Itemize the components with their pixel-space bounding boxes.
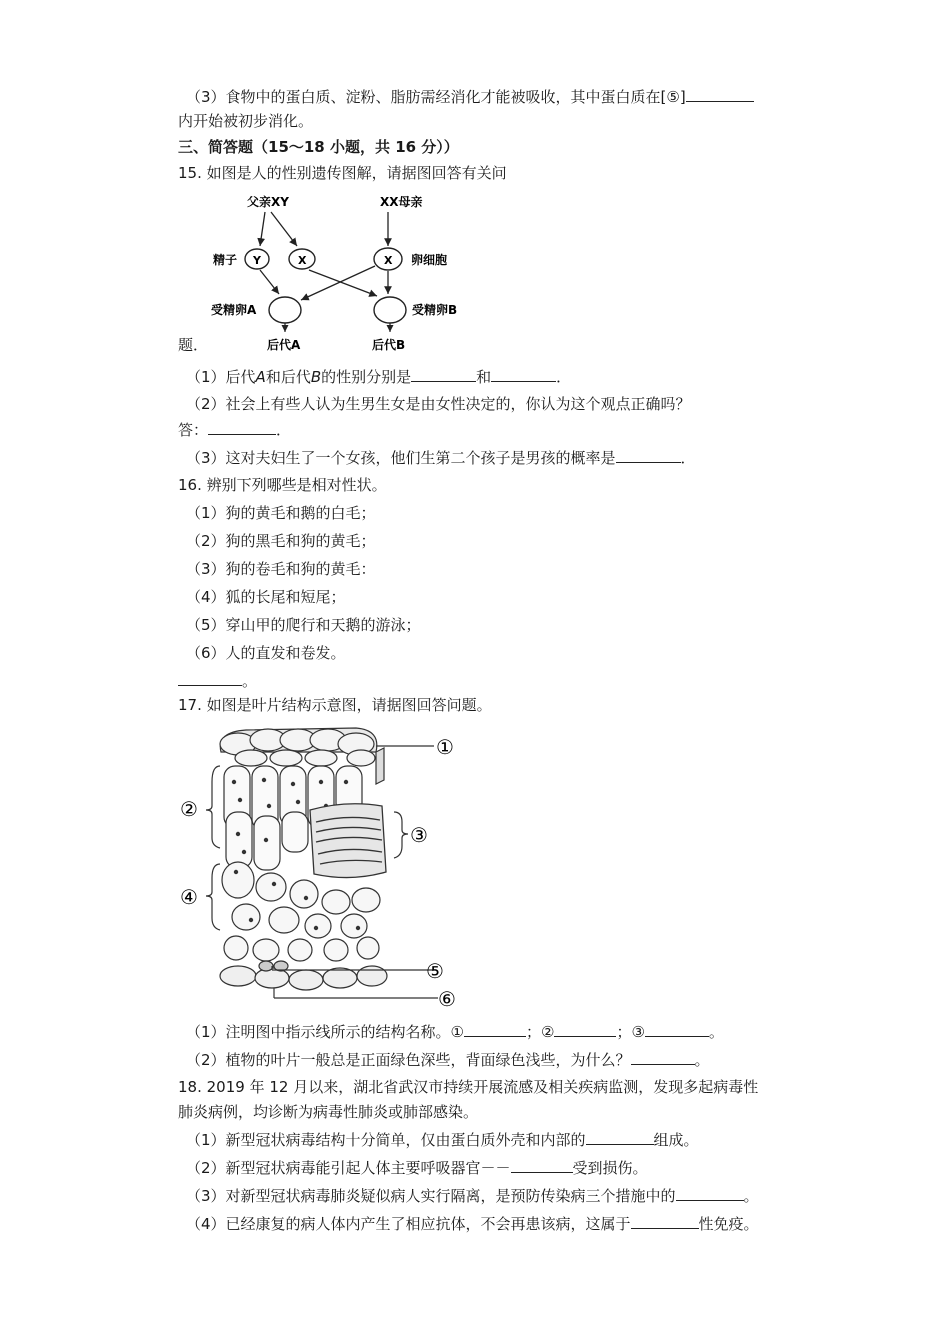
q18-part4: （4）已经康复的病人体内产生了相应抗体，不会再患该病，这属于 性免疫。 <box>186 1215 759 1233</box>
answer-blank[interactable] <box>464 1021 526 1037</box>
q16-item: （4）狐的长尾和短尾； <box>186 588 346 606</box>
mother-label: XX母亲 <box>380 195 423 209</box>
q17-part2: （2）植物的叶片一般总是正面绿色深些，背面绿色浅些，为什么？ 。 <box>186 1051 710 1069</box>
q18-stem-line1: 18. 2019 年 12 月以来，湖北省武汉市持续开展流感及相关疾病监测，发现多起病毒性 <box>178 1078 759 1096</box>
leaf-vein <box>310 804 386 878</box>
label-1: ① <box>436 735 454 759</box>
label-2: ② <box>180 797 198 821</box>
answer-blank[interactable] <box>554 1021 616 1037</box>
sex-inheritance-diagram <box>205 190 475 355</box>
sperm-label: 精子 <box>213 253 238 267</box>
answer-blank[interactable] <box>208 419 276 435</box>
answer-blank[interactable] <box>586 1129 654 1145</box>
offspring-b-label: 后代B <box>372 338 406 352</box>
q14-3-line1: （3）食物中的蛋白质、淀粉、脂肪需经消化才能被吸收，其中蛋白质在[⑤] <box>186 86 754 107</box>
q14-3-line2: 内开始被初步消化。 <box>178 112 314 130</box>
answer-blank[interactable] <box>491 366 556 382</box>
label-4: ④ <box>180 885 198 909</box>
q15-part3: （3）这对夫妇生了一个女孩，他们生第二个孩子是男孩的概率是 ． <box>186 449 696 467</box>
q16-item: （3）狗的卷毛和狗的黄毛： <box>186 560 376 578</box>
q17-stem: 17. 如图是叶片结构示意图，请据图回答问题。 <box>178 696 492 714</box>
q16-item: （1）狗的黄毛和鹅的白毛； <box>186 504 376 522</box>
answer-blank[interactable] <box>511 1157 573 1173</box>
q15-stem: 15. 如图是人的性别遗传图解，请据图回答有关问 <box>178 164 507 182</box>
q18-part1: （1）新型冠状病毒结构十分简单，仅由蛋白质外壳和内部的 组成。 <box>186 1131 699 1149</box>
label-5: ⑤ <box>426 959 444 983</box>
answer-blank[interactable] <box>616 447 681 463</box>
label-3: ③ <box>410 823 428 847</box>
q15-part2-line1: （2）社会上有些人认为生男生女是由女性决定的，你认为这个观点正确吗？ <box>186 395 691 413</box>
q16-item: （2）狗的黑毛和狗的黄毛； <box>186 532 376 550</box>
q16-item: （5）穿山甲的爬行和天鹅的游泳； <box>186 616 421 634</box>
q15-part2-answer: 答： ． <box>178 421 292 439</box>
q16-stem: 16. 辨别下列哪些是相对性状。 <box>178 476 387 494</box>
q18-part2: （2）新型冠状病毒能引起人体主要呼吸器官－－ 受到损伤。 <box>186 1159 648 1177</box>
zygote-b-label: 受精卵B <box>412 303 458 317</box>
answer-blank[interactable] <box>631 1049 695 1065</box>
answer-blank[interactable] <box>645 1021 709 1037</box>
sperm-y-text: Y <box>253 254 261 267</box>
q18-stem-line2: 肺炎病例，均诊断为病毒性肺炎或肺部感染。 <box>178 1103 479 1121</box>
zygote-a-label: 受精卵A <box>211 303 257 317</box>
label-6: ⑥ <box>438 987 456 1011</box>
q15-stem-end: 题． <box>178 336 209 354</box>
offspring-a-label: 后代A <box>267 338 301 352</box>
answer-blank[interactable] <box>178 670 242 686</box>
q15-part1: （1）后代A和后代B的性别分别是 和 ． <box>186 368 572 386</box>
zygote-b-cell <box>374 297 406 323</box>
answer-blank[interactable] <box>676 1185 744 1201</box>
egg-label: 卵细胞 <box>411 253 448 267</box>
section-title: 三、简答题（15～18 小题，共 16 分）） <box>178 138 459 156</box>
leaf-structure-diagram <box>176 722 471 1018</box>
q17-part1: （1）注明图中指示线所示的结构名称。① ；② ；③ 。 <box>186 1023 724 1041</box>
q18-part3: （3）对新型冠状病毒肺炎疑似病人实行隔离，是预防传染病三个措施中的 。 <box>186 1187 759 1205</box>
zygote-a-cell <box>269 297 301 323</box>
q16-answer: 。 <box>178 670 257 691</box>
answer-blank[interactable] <box>686 86 754 102</box>
answer-blank[interactable] <box>411 366 476 382</box>
q16-item: （6）人的直发和卷发。 <box>186 644 346 662</box>
egg-x-text: X <box>384 254 393 267</box>
father-label: 父亲XY <box>247 195 289 209</box>
sperm-x-text: X <box>298 254 307 267</box>
answer-blank[interactable] <box>631 1213 699 1229</box>
lower-epidermis <box>220 961 387 990</box>
